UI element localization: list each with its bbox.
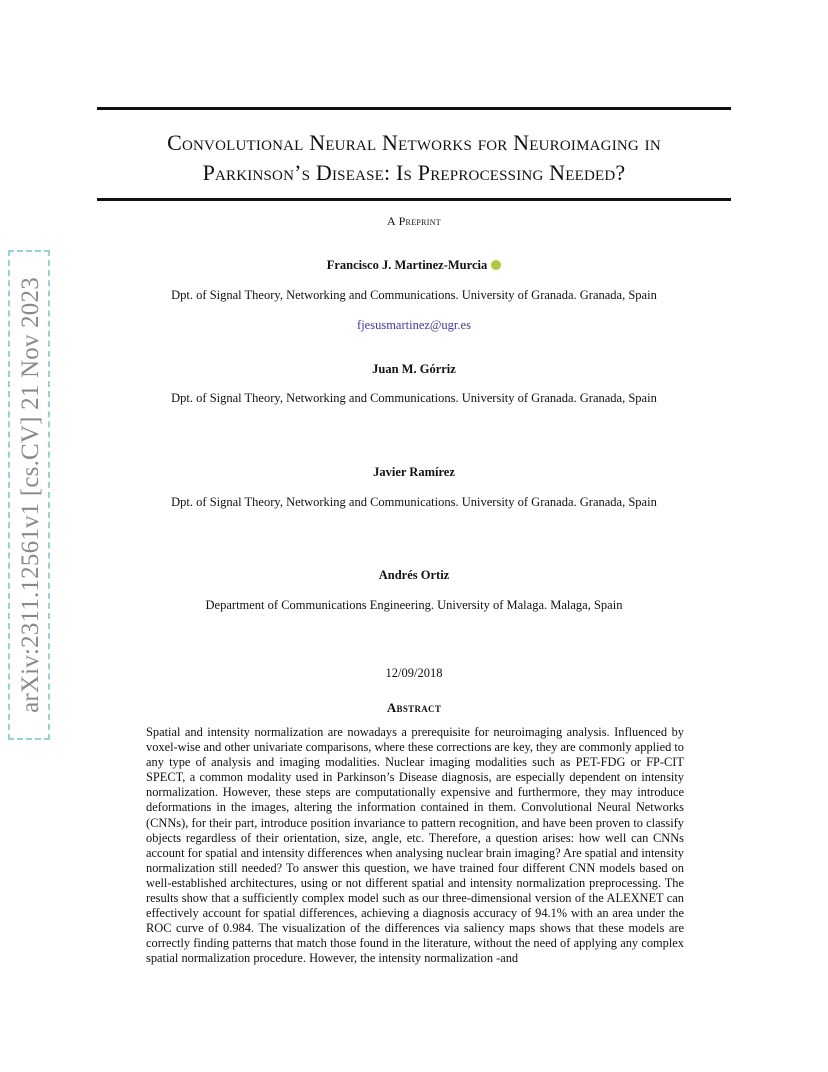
author-2-name: Juan M. Górriz xyxy=(372,362,456,376)
title-top-rule xyxy=(97,107,731,110)
orcid-icon[interactable] xyxy=(491,260,501,270)
author-3-name: Javier Ramírez xyxy=(373,465,455,479)
title-line-1: Convolutional Neural Networks for Neuroimaging in xyxy=(167,130,661,155)
author-2-affiliation: Dpt. of Signal Theory, Networking and Communications. University of Granada. Granada, Spain xyxy=(171,391,657,405)
author-3-affiliation: Dpt. of Signal Theory, Networking and Communications. University of Granada. Granada, Spain xyxy=(171,495,657,509)
author-1-email-link[interactable]: fjesusmartinez@ugr.es xyxy=(357,318,471,332)
abstract-text: Spatial and intensity normalization are nowadays a prerequisite for neuroimaging analysis. Influenced by voxel-wise and other univariate comparisons, where these corrections are key, they are commonly applied to any type of analysis and imaging modalities. Nuclear imaging modalities such as PET-FDG or FP-CIT SPECT, a common modality used in Parkinson’s Disease diagnosis, are especially dependent on intensity normalization. However, these steps are computationally expensive and furthermore, they may introduce deformations in the images, altering the information contained in them. Convolutional Neural Networks (CNNs), for their part, introduce position invariance to pattern recognition, and have been proven to classify objects regardless of their orientation, size, angle, etc. Therefore, a question arises: how well can CNNs account for spatial and intensity differences when analysing nuclear brain imaging? Are spatial and intensity normalization still needed? To answer this question, we have trained four different CNN models based on well-established architectures, using or not different spatial and intensity normalization preprocessing. The results show that a sufficiently complex model such as our three-dimensional version of the ALEXNET can effectively account for spatial differences, achieving a diagnosis accuracy of 94.1% with an area under the ROC curve of 0.984. The visualization of the differences via saliency maps shows that these models are correctly finding patterns that match those found in the literature, without the need of applying any complex spatial normalization procedure. However, the intensity normalization -and xyxy=(146,725,684,966)
author-name xyxy=(97,258,731,273)
preprint-label: A Preprint xyxy=(386,214,441,228)
paper-date: 12/09/2018 xyxy=(385,666,443,680)
paper-title xyxy=(97,128,731,188)
author-1-affiliation: Dpt. of Signal Theory, Networking and Communications. University of Granada. Granada, Spain xyxy=(171,288,657,302)
author-1-name: Francisco J. Martinez-Murcia xyxy=(326,258,488,272)
author-4-affiliation: Department of Communications Engineering. University of Malaga. Malaga, Spain xyxy=(205,598,623,612)
arxiv-stamp[interactable]: arXiv:2311.12561v1 [cs.CV] 21 Nov 2023 xyxy=(17,277,44,713)
title-line-2: Parkinson’s Disease: Is Preprocessing Needed? xyxy=(202,160,626,185)
abstract-body xyxy=(146,725,684,967)
abstract-heading: Abstract xyxy=(386,700,442,715)
author-4-name: Andrés Ortiz xyxy=(378,568,450,582)
title-bottom-rule xyxy=(97,198,731,201)
